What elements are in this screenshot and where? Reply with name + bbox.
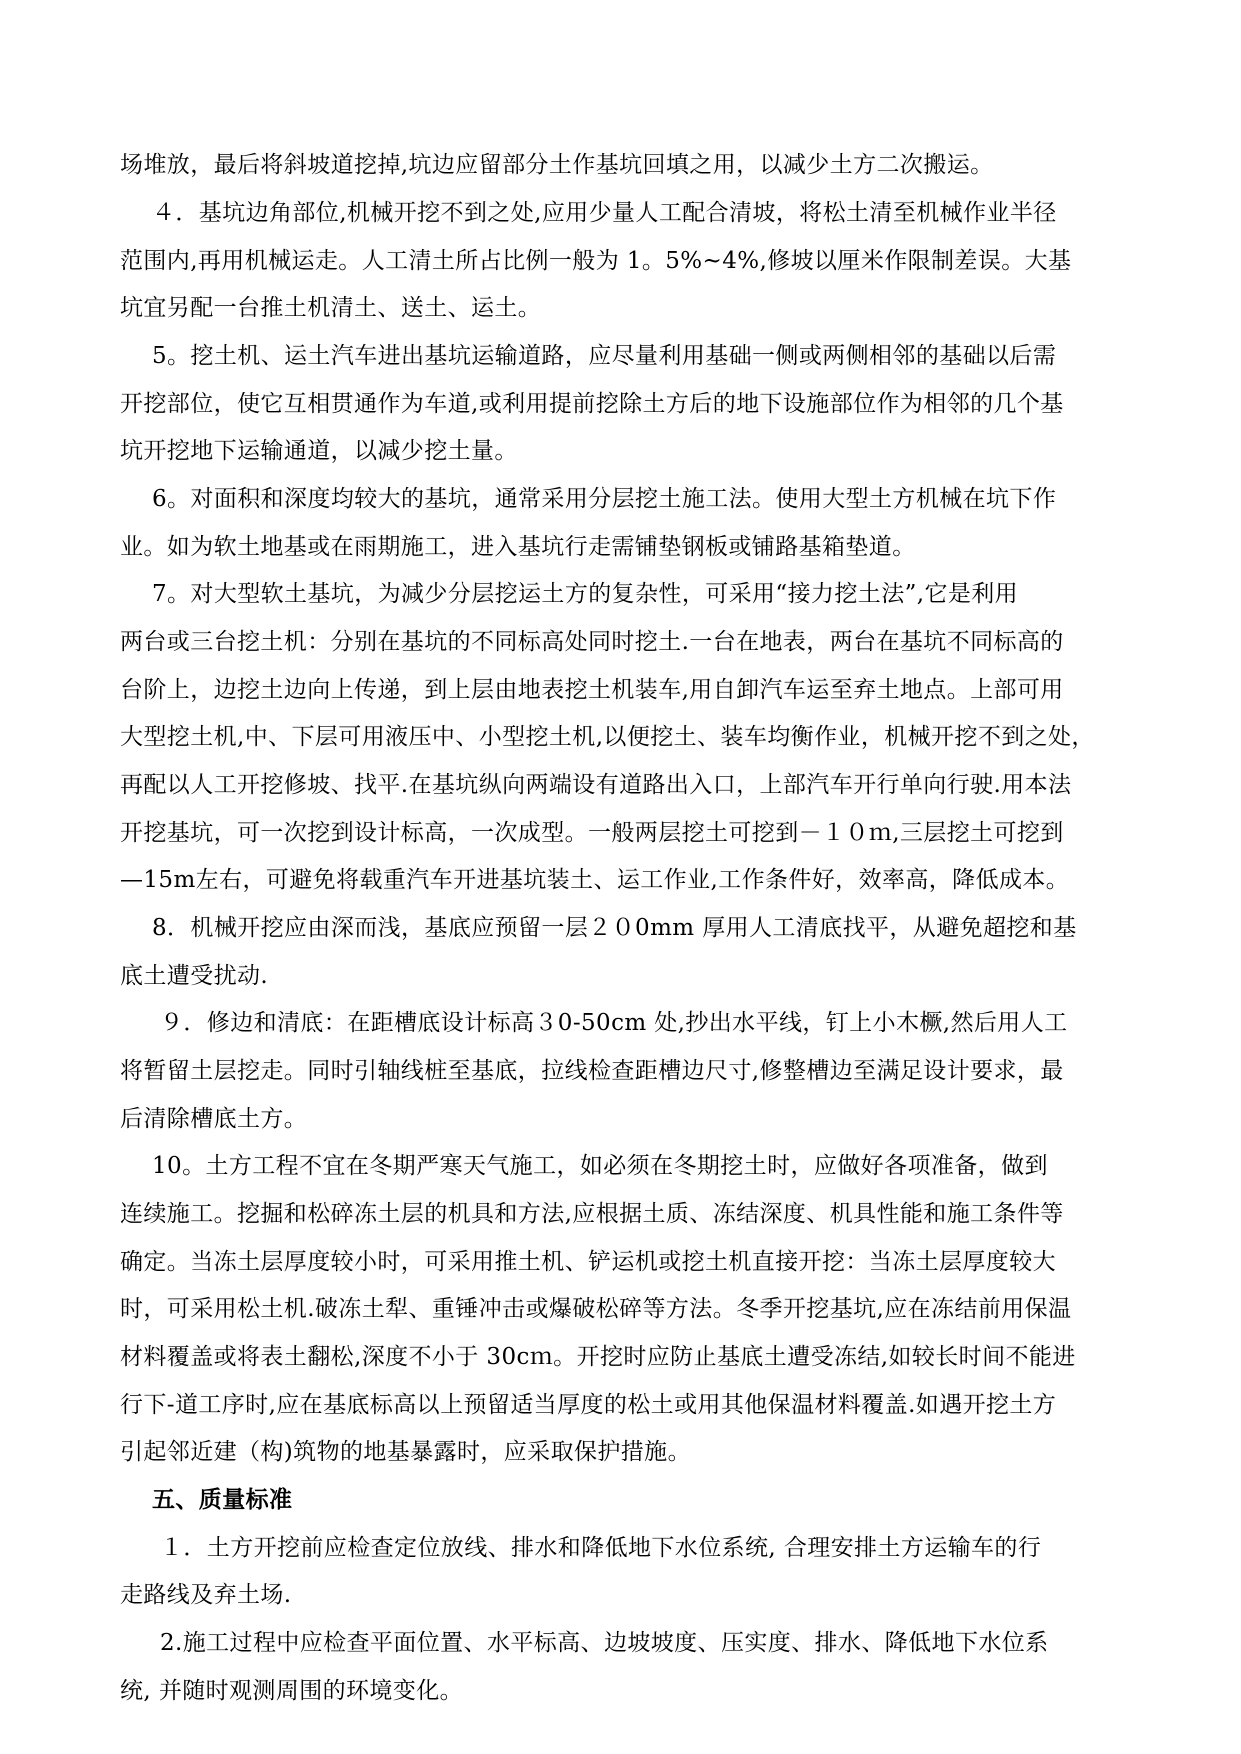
text-line: 10。土方工程不宜在冬期严寒天气施工，如必须在冬期挖土时，应做好各项准备，做到 [152,1153,1048,1179]
text-line: 7。对大型软土基坑，为减少分层挖运土方的复杂性，可采用“接力挖土法”,它是利用 [152,581,1019,607]
text-line: 业。如为软土地基或在雨期施工，进入基坑行走需铺垫钢板或铺路基箱垫道。 [120,534,916,560]
text-line: 底土遭受扰动. [120,963,269,989]
text-line: １．土方开挖前应检查定位放线、排水和降低地下水位系统, 合理安排土方运输车的行 [160,1535,1042,1561]
text-line: 6。对面积和深度均较大的基坑，通常采用分层挖土施工法。使用大型土方机械在坑下作 [152,486,1057,512]
text-line: ９．修边和清底：在距槽底设计标高３0-50cm 处,抄出水平线，钉上小木橛,然后用人工 [160,1010,1068,1036]
text-line: 材料覆盖或将表土翻松,深度不小于 30cｍ。开挖时应防止基底土遭受冻结,如较长时间不能进 [120,1344,1076,1370]
text-line: 2.施工过程中应检查平面位置、水平标高、边坡坡度、压实度、排水、降低地下水位系 [160,1630,1049,1656]
text-line: 统, 并随时观测周围的环境变化。 [120,1678,464,1704]
text-line: —15m左右，可避免将载重汽车开进基坑装土、运工作业,工作条件好，效率高，降低成本。 [120,867,1070,893]
text-line: 5。挖土机、运土汽车进出基坑运输道路，应尽量利用基础一侧或两侧相邻的基础以后需 [152,343,1057,369]
text-line: 坑宜另配一台推土机清土、送土、运土。 [120,295,542,321]
text-line: 确定。当冻土层厚度较小时，可采用推土机、铲运机或挖土机直接开挖：当冻土层厚度较大 [120,1249,1056,1275]
text-line: 大型挖土机,中、下层可用液压中、小型挖土机,以便挖土、装车均衡作业，机械开挖不到之处， [120,724,1095,750]
text-line: 再配以人工开挖修坡、找平.在基坑纵向两端设有道路出入口，上部汽车开行单向行驶.用本法 [120,772,1072,798]
text-line: 走路线及弃土场. [120,1582,292,1608]
text-line: 将暂留土层挖走。同时引轴线桩至基底，拉线检查距槽边尺寸,修整槽边至满足设计要求，最 [120,1058,1064,1084]
text-line: 坑开挖地下运输通道，以减少挖土量。 [120,438,518,464]
text-line: 场堆放，最后将斜坡道挖掉,坑边应留部分土作基坑回填之用，以减少土方二次搬运。 [120,152,994,178]
text-line: 连续施工。挖掘和松碎冻土层的机具和方法,应根据土质、冻结深度、机具性能和施工条件等 [120,1201,1064,1227]
text-line: 开挖基坑，可一次挖到设计标高，一次成型。一般两层挖土可挖到－１０ｍ,三层挖土可挖到 [120,820,1064,846]
text-line: 开挖部位，使它互相贯通作为车道,或利用提前挖除土方后的地下设施部位作为相邻的几个基 [120,391,1064,417]
text-line: 两台或三台挖土机：分别在基坑的不同标高处同时挖土.一台在地表，两台在基坑不同标高的 [120,629,1064,655]
text-line: 8．机械开挖应由深而浅，基底应预留一层２０0mm 厚用人工清底找平，从避免超挖和基 [152,915,1077,941]
section-heading: 五、质量标准 [152,1486,293,1513]
text-line: 范围内,再用机械运走。人工清土所占比例一般为 1。5%~4%,修坡以厘米作限制差误。大基 [120,248,1072,274]
text-line: 行下-道工序时,应在基底标高以上预留适当厚度的松土或用其他保温材料覆盖.如遇开挖土方 [120,1392,1057,1418]
text-line: 引起邻近建（构)筑物的地基暴露时，应采取保护措施。 [120,1439,691,1465]
text-line: ４．基坑边角部位,机械开挖不到之处,应用少量人工配合清坡，将松土清至机械作业半径 [152,200,1057,226]
text-line: 时，可采用松土机.破冻土犁、重锤冲击或爆破松碎等方法。冬季开挖基坑,应在冻结前用保温 [120,1296,1072,1322]
text-line: 后清除槽底土方。 [120,1106,308,1132]
text-line: 台阶上，边挖土边向上传递，到上层由地表挖土机装车,用自卸汽车运至弃土地点。上部可用 [120,677,1064,703]
